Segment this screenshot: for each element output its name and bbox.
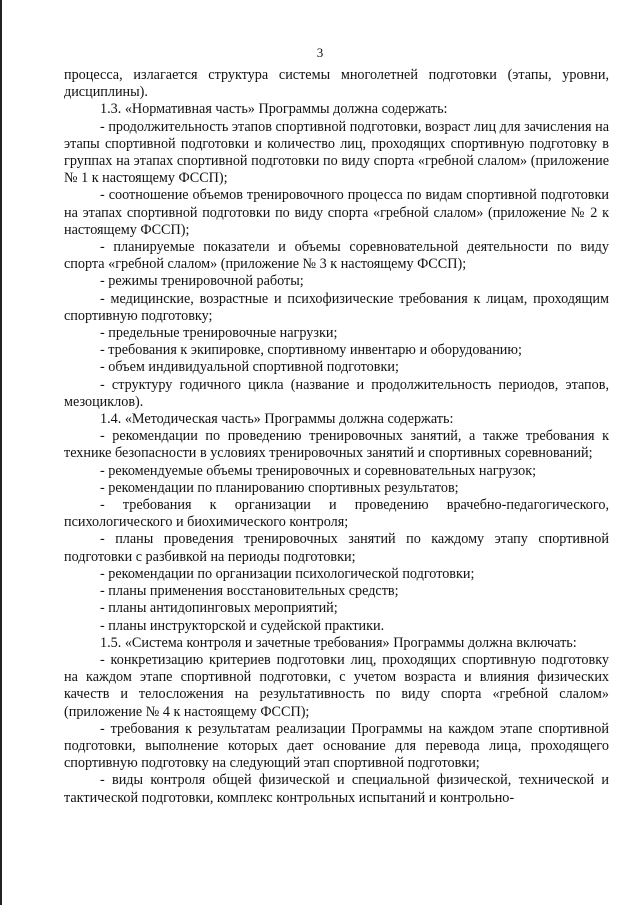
list-item: - требования к организации и проведению врачебно-педагогического, психологического и биохимического контроля; [64, 497, 609, 531]
list-item: - рекомендации по организации психологической подготовки; [100, 565, 475, 582]
list-item: - соотношение объемов тренировочного процесса по видам спортивной подготовки на этапах спортивной подготовки по виду спорта «гребной слалом» (приложение № 2 к настоящему ФССП); [64, 187, 609, 238]
list-item: - продолжительность этапов спортивной подготовки, возраст лиц для зачисления на этапы спортивной подготовки и количество лиц, проходящих спортивную подготовку в группах на этапах спортивной подготовки по виду спорта «гребной слалом» (приложение № 1 к настоящему ФССП); [64, 118, 609, 187]
section-heading-1-4: 1.4. «Методическая часть» Программы должна содержать: [100, 411, 454, 428]
list-item: - рекомендации по планированию спортивных результатов; [100, 479, 459, 496]
list-item: - объем индивидуальной спортивной подготовки; [100, 359, 399, 376]
paragraph: процесса, излагается структура системы многолетней подготовки (этапы, уровни, дисциплины). [64, 67, 609, 101]
list-item: - конкретизацию критериев подготовки лиц, проходящих спортивную подготовку на каждом этапе спортивной подготовки, с учетом возраста и влияния физических качеств и телосложения на результативность по виду спорта «гребной слалом» (приложение № 4 к настоящему ФССП); [64, 651, 609, 720]
list-item: - режимы тренировочной работы; [100, 273, 304, 290]
list-item: - планы антидопинговых мероприятий; [100, 600, 338, 617]
list-item: - виды контроля общей физической и специальной физической, технической и тактической подготовки, комплекс контрольных испытаний и контрольно- [64, 772, 609, 806]
section-heading-1-3: 1.3. «Нормативная часть» Программы должна содержать: [100, 101, 448, 118]
list-item: - медицинские, возрастные и психофизические требования к лицам, проходящим спортивную подготовку; [64, 290, 609, 324]
list-item: - структуру годичного цикла (название и продолжительность периодов, этапов, мезоциклов). [64, 376, 609, 410]
list-item: - планы инструкторской и судейской практики. [100, 617, 385, 634]
list-item: - рекомендации по проведению тренировочных занятий, а также требования к технике безопасности в условиях тренировочных занятий и спортивных соревнований; [64, 428, 609, 462]
list-item: - требования к результатам реализации Программы на каждом этапе спортивной подготовки, выполнение которых дает основание для перевода лица, проходящего спортивную подготовку на следующий этап спортивной подготовки; [64, 720, 609, 772]
list-item: - предельные тренировочные нагрузки; [100, 325, 338, 342]
section-heading-1-5: 1.5. «Система контроля и зачетные требования» Программы должна включать: [100, 634, 577, 651]
list-item: - рекомендуемые объемы тренировочных и соревновательных нагрузок; [100, 462, 537, 479]
list-item: - требования к экипировке, спортивному инвентарю и оборудованию; [100, 342, 522, 359]
list-item: - планы проведения тренировочных занятий по каждому этапу спортивной подготовки с разбивкой на периоды подготовки; [64, 531, 609, 565]
page-number: 3 [316, 45, 324, 60]
document-body [64, 67, 609, 807]
list-item: - планируемые показатели и объемы соревновательной деятельности по виду спорта «гребной слалом» (приложение № 3 к настоящему ФССП); [64, 239, 609, 273]
list-item: - планы применения восстановительных средств; [100, 583, 399, 600]
